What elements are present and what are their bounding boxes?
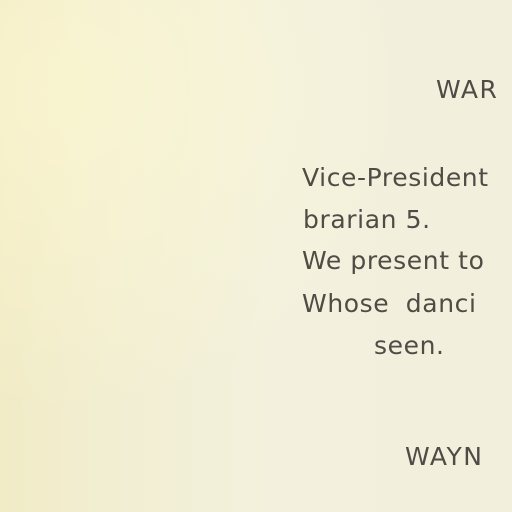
text-line-5: seen. — [374, 331, 445, 360]
text-line-2: brarian 5. — [303, 205, 431, 234]
text-line-4: Whose danci — [302, 289, 477, 318]
text-line-1: Vice-President — [302, 163, 489, 192]
text-line-3: We present to — [302, 246, 485, 275]
section-heading-war: WAR — [436, 75, 499, 104]
section-heading-wayn: WAYN — [405, 442, 484, 471]
